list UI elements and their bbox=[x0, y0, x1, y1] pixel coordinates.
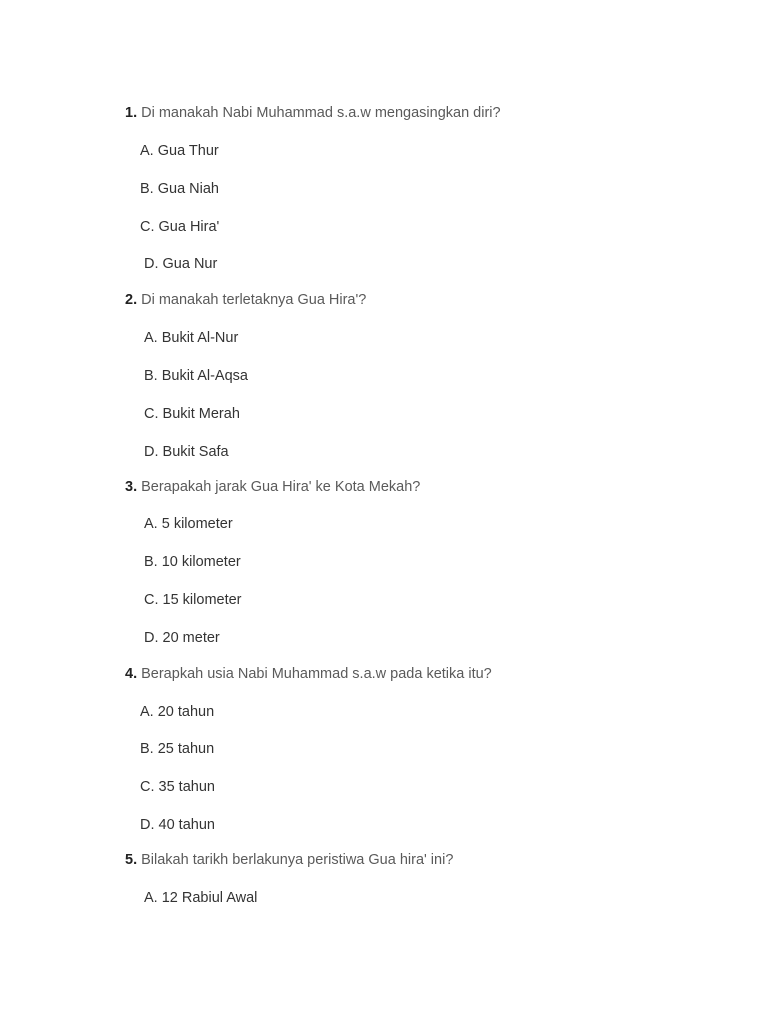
option-2d: D. Bukit Safa bbox=[144, 444, 229, 460]
option-2a: A. Bukit Al-Nur bbox=[144, 330, 239, 346]
question-4 bbox=[125, 665, 492, 683]
option-3a: A. 5 kilometer bbox=[144, 516, 233, 532]
option-1b: B. Gua Niah bbox=[140, 181, 219, 197]
question-number: 2. bbox=[125, 292, 138, 308]
option-1c: C. Gua Hira' bbox=[140, 219, 220, 235]
option-1d: D. Gua Nur bbox=[144, 256, 218, 272]
question-text: Berapakah jarak Gua Hira' ke Kota Mekah? bbox=[137, 479, 421, 495]
question-number: 1. bbox=[125, 105, 138, 121]
option-3b: B. 10 kilometer bbox=[144, 554, 241, 570]
option-1a: A. Gua Thur bbox=[140, 143, 219, 159]
option-3c: C. 15 kilometer bbox=[144, 592, 242, 608]
question-2 bbox=[125, 291, 366, 309]
option-4d: D. 40 tahun bbox=[140, 817, 215, 833]
question-text: Di manakah terletaknya Gua Hira'? bbox=[137, 292, 367, 308]
question-5 bbox=[125, 851, 453, 869]
question-number: 4. bbox=[125, 666, 138, 682]
question-text: Di manakah Nabi Muhammad s.a.w mengasingkan diri? bbox=[137, 105, 501, 121]
option-2c: C. Bukit Merah bbox=[144, 406, 240, 422]
question-1 bbox=[125, 104, 501, 122]
option-2b: B. Bukit Al-Aqsa bbox=[144, 368, 248, 384]
question-3 bbox=[125, 478, 420, 496]
option-4c: C. 35 tahun bbox=[140, 779, 215, 795]
option-5a: A. 12 Rabiul Awal bbox=[144, 890, 258, 906]
option-4b: B. 25 tahun bbox=[140, 741, 215, 757]
question-text: Berapkah usia Nabi Muhammad s.a.w pada ketika itu? bbox=[137, 666, 492, 682]
question-text: Bilakah tarikh berlakunya peristiwa Gua hira' ini? bbox=[137, 852, 454, 868]
question-number: 5. bbox=[125, 852, 138, 868]
option-3d: D. 20 meter bbox=[144, 630, 220, 646]
question-number: 3. bbox=[125, 479, 138, 495]
option-4a: A. 20 tahun bbox=[140, 704, 215, 720]
